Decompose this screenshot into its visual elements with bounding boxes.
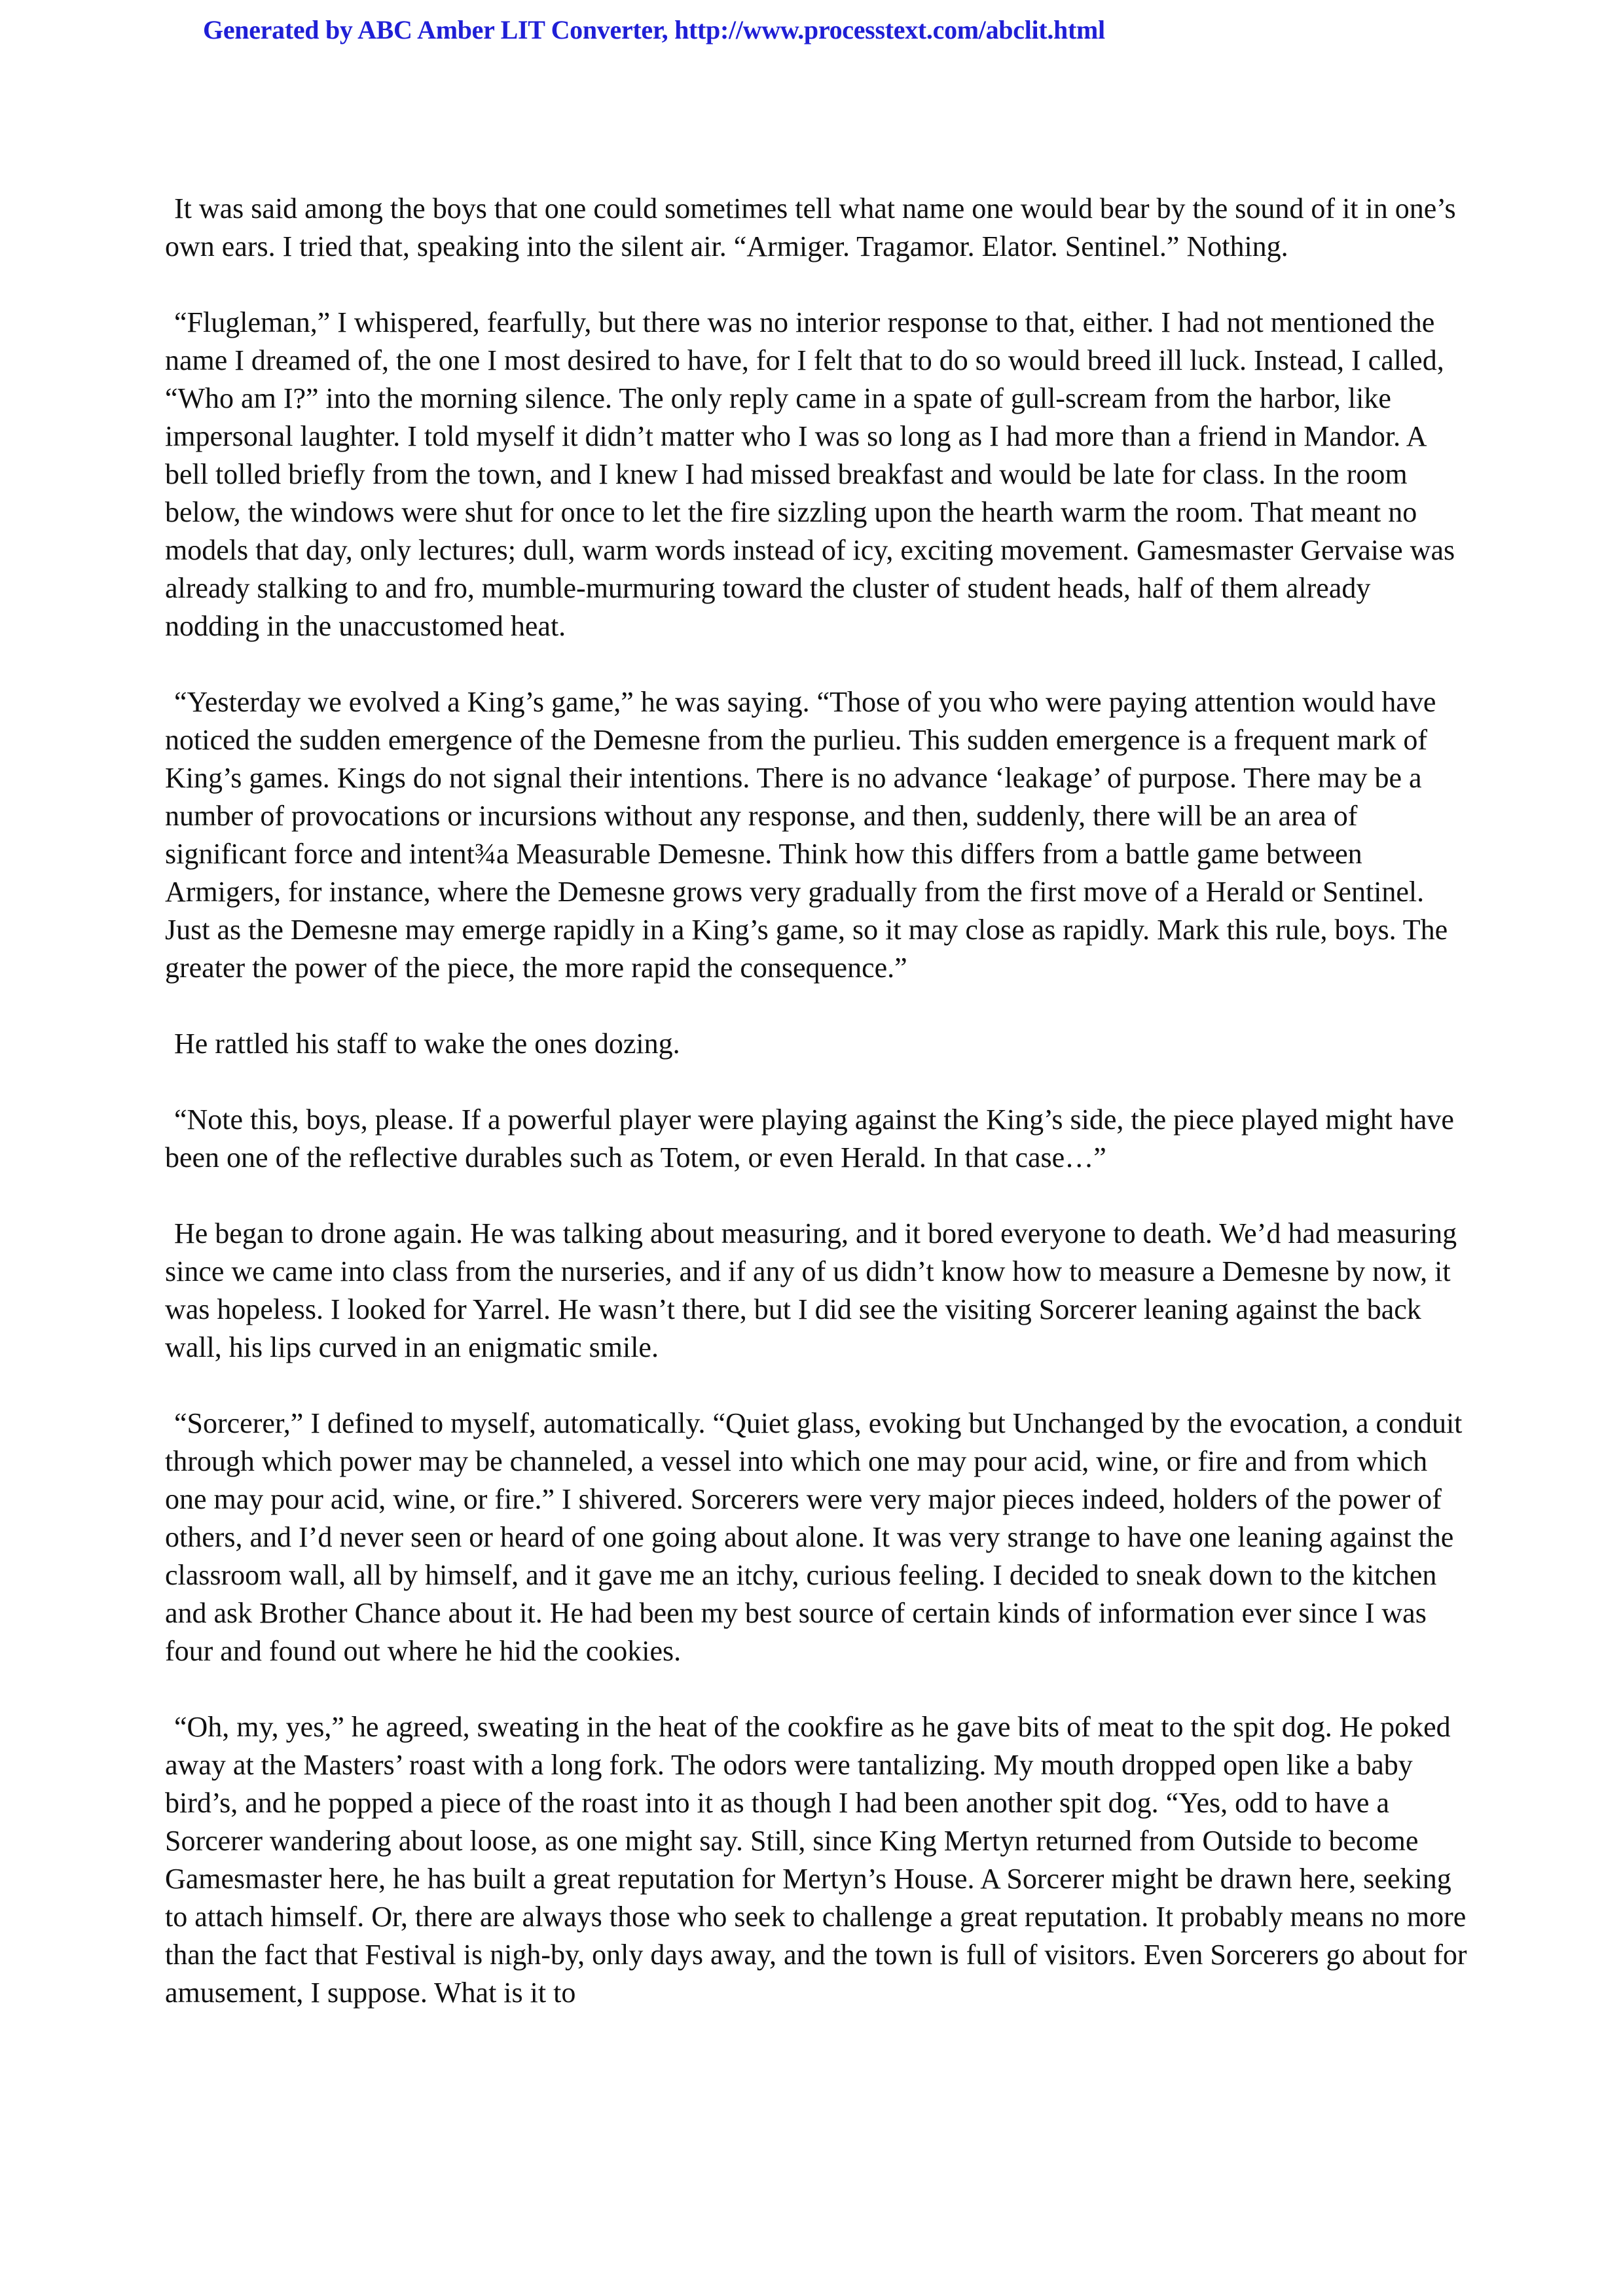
paragraph: It was said among the boys that one could sometimes tell what name one would bear by the sound of it in one’s own ears. I tried that, speaking into the silent air. “Armiger. Tragamor. Elator. Sentinel.” Nothing. [165,192,1456,262]
paragraph: “Oh, my, yes,” he agreed, sweating in the heat of the cookfire as he gave bits of meat to the spit dog. He poked away at the Masters’ roast with a long fork. The odors were tantalizing. My mouth dropped open like a baby bird’s, and he popped a piece of the roast into it as though I had been another spit dog. “Yes, odd to have a Sorcerer wandering about loose, as one might say. Still, since King Mertyn returned from Outside to become Gamesmaster here, he has built a great reputation for Mertyn’s House. A Sorcerer might be drawn here, seeking to attach himself. Or, there are always those who seek to challenge a great reputation. It probably means no more than the fact that Festival is nigh-by, only days away, and the town is full of visitors. Even Sorcerers go about for amusement, I suppose. What is it to [165,1711,1467,2009]
paragraph: “Yesterday we evolved a King’s game,” he was saying. “Those of you who were paying attention would have noticed the sudden emergence of the Demesne from the purlieu. This sudden emergence is a frequent mark of King’s games. Kings do not signal their intentions. There is no advance ‘leakage’ of purpose. There may be a number of provocations or incursions without any response, and then, suddenly, there will be an area of significant force and intent¾a Measurable Demesne. Think how this differs from a battle game between Armigers, for instance, where the Demesne grows very gradually from the first move of a Herald or Sentinel. Just as the Demesne may emerge rapidly in a King’s game, so it may close as rapidly. Mark this rule, boys. The greater the power of the piece, the more rapid the consequence.” [165,686,1448,984]
converter-header-link[interactable]: Generated by ABC Amber LIT Converter, http://www.processtext.com/abclit.html [203,15,1105,45]
paragraph: “Sorcerer,” I defined to myself, automatically. “Quiet glass, evoking but Unchanged by the evocation, a conduit through which power may be channeled, a vessel into which one may pour acid, wine, or fire and from which one may pour acid, wine, or fire.” I shivered. Sorcerers were very major pieces indeed, holders of the power of others, and I’d never seen or heard of one going about alone. It was very strange to have one leaning against the classroom wall, all by himself, and it gave me an itchy, curious feeling. I decided to sneak down to the kitchen and ask Brother Chance about it. He had been my best source of certain kinds of information ever since I was four and found out where he hid the cookies. [165,1407,1463,1667]
document-body [165,190,1468,2050]
paragraph: “Note this, boys, please. If a powerful player were playing against the King’s side, the piece played might have been one of the reflective durables such as Totem, or even Herald. In that case…” [165,1103,1454,1174]
paragraph: He began to drone again. He was talking about measuring, and it bored everyone to death. We’d had measuring since we came into class from the nurseries, and if any of us didn’t know how to measure a Demesne by now, it was hopeless. I looked for Yarrel. He wasn’t there, but I did see the visiting Sorcerer leaning against the back wall, his lips curved in an enigmatic smile. [165,1217,1457,1363]
paragraph: He rattled his staff to wake the ones dozing. [174,1028,680,1060]
paragraph: “Flugleman,” I whispered, fearfully, but there was no interior response to that, either. I had not mentioned the name I dreamed of, the one I most desired to have, for I felt that to do so would breed ill luck. Instead, I called, “Who am I?” into the morning silence. The only reply came in a spate of gull-scream from the harbor, like impersonal laughter. I told myself it didn’t matter who I was so long as I had more than a friend in Mandor. A bell tolled briefly from the town, and I knew I had missed breakfast and would be late for class. In the room below, the windows were shut for once to let the fire sizzling upon the hearth warm the room. That meant no models that day, only lectures; dull, warm words instead of icy, exciting movement. Gamesmaster Gervaise was already stalking to and fro, mumble-murmuring toward the cluster of student heads, half of them already nodding in the unaccustomed heat. [165,306,1455,642]
